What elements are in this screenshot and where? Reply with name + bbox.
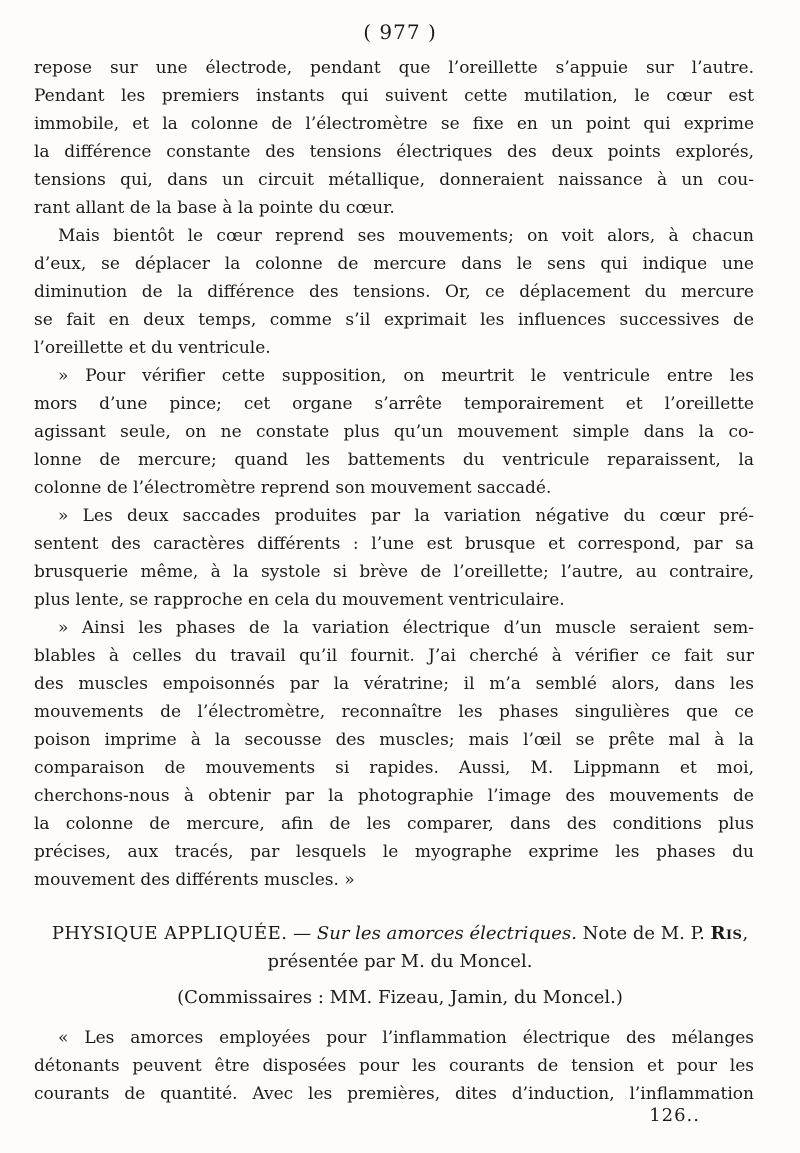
text-line: mouvement des différents muscles. »	[34, 870, 355, 890]
text-line: blables à celles du travail qu’il fournit. J’ai cherché à vérifier ce fait sur	[34, 646, 754, 666]
commissioners: (Commissaires : MM. Fizeau, Jamin, du Moncel.)	[177, 987, 623, 1008]
text-line: immobile, et la colonne de l’électromètre se fixe en un point qui exprime	[34, 114, 754, 134]
text-line: » Pour vérifier cette supposition, on meurtrit le ventricule entre les	[58, 366, 754, 386]
text-line: lonne de mercure; quand les battements du ventricule reparaissent, la	[34, 450, 754, 470]
text-line: poison imprime à la secousse des muscles; mais l’œil se prête mal à la	[34, 730, 754, 750]
text-line: cherchons-nous à obtenir par la photographie l’image des mouvements de	[34, 786, 754, 806]
text-line: courants de quantité. Avec les premières, dites d’induction, l’inflammation	[34, 1084, 754, 1104]
text-line: » Les deux saccades produites par la variation négative du cœur pré-	[58, 506, 754, 526]
text-line: repose sur une électrode, pendant que l’oreillette s’appuie sur l’autre.	[34, 58, 754, 78]
section-label: PHYSIQUE APPLIQUÉE.	[51, 923, 288, 944]
text-line: » Ainsi les phases de la variation électrique d’un muscle seraient sem-	[58, 618, 754, 638]
text-line: Mais bientôt le cœur reprend ses mouvements; on voit alors, à chacun	[58, 226, 754, 246]
text-line: détonants peuvent être disposées pour les courants de tension et pour les	[34, 1056, 754, 1076]
text-line: mors d’une pince; cet organe s’arrête temporairement et l’oreillette	[34, 394, 754, 414]
text-line: la colonne de mercure, afin de les comparer, dans des conditions plus	[34, 814, 754, 834]
text-line: brusquerie même, à la systole si brève de l’oreillette; l’autre, au contraire,	[34, 562, 754, 582]
text-line: l’oreillette et du ventricule.	[34, 338, 271, 358]
text-line: Pendant les premiers instants qui suivent cette mutilation, le cœur est	[34, 86, 754, 106]
page-number: ( 977 )	[363, 20, 437, 44]
text-line: plus lente, se rapproche en cela du mouvement ventriculaire.	[34, 590, 565, 610]
text-line: diminution de la différence des tensions. Or, ce déplacement du mercure	[34, 282, 754, 302]
text-line: rant allant de la base à la pointe du cœur.	[34, 198, 395, 218]
text-line: d’eux, se déplacer la colonne de mercure dans le sens qui indique une	[34, 254, 754, 274]
section-heading: PHYSIQUE APPLIQUÉE. — Sur les amorces électriques. Note de M. P. Ris,	[51, 923, 749, 944]
text-line: colonne de l’électromètre reprend son mouvement saccadé.	[34, 478, 552, 498]
text-line: « Les amorces employées pour l’inflammation électrique des mélanges	[58, 1028, 754, 1048]
text-line: sentent des caractères différents : l’une est brusque et correspond, par sa	[34, 534, 754, 554]
author-name: Ris	[710, 923, 743, 944]
text-line: se fait en deux temps, comme s’il exprimait les influences successives de	[34, 310, 754, 330]
text-line: des muscles empoisonnés par la vératrine; il m’a semblé alors, dans les	[34, 674, 754, 694]
text-line: précises, aux tracés, par lesquels le myographe exprime les phases du	[34, 842, 754, 862]
text-line: mouvements de l’électromètre, reconnaître les phases singulières que ce	[34, 702, 754, 722]
text-line: agissant seule, on ne constate plus qu’un mouvement simple dans la co-	[34, 422, 754, 442]
text-line: la différence constante des tensions électriques des deux points explorés,	[34, 142, 754, 162]
text-line: comparaison de mouvements si rapides. Aussi, M. Lippmann et moi,	[34, 758, 754, 778]
text-line: tensions qui, dans un circuit métallique, donneraient naissance à un cou-	[34, 170, 754, 190]
note-title: Sur les amorces électriques.	[316, 923, 577, 944]
sheet-number: 126..	[649, 1105, 700, 1126]
presented-by: présentée par M. du Moncel.	[267, 951, 533, 972]
